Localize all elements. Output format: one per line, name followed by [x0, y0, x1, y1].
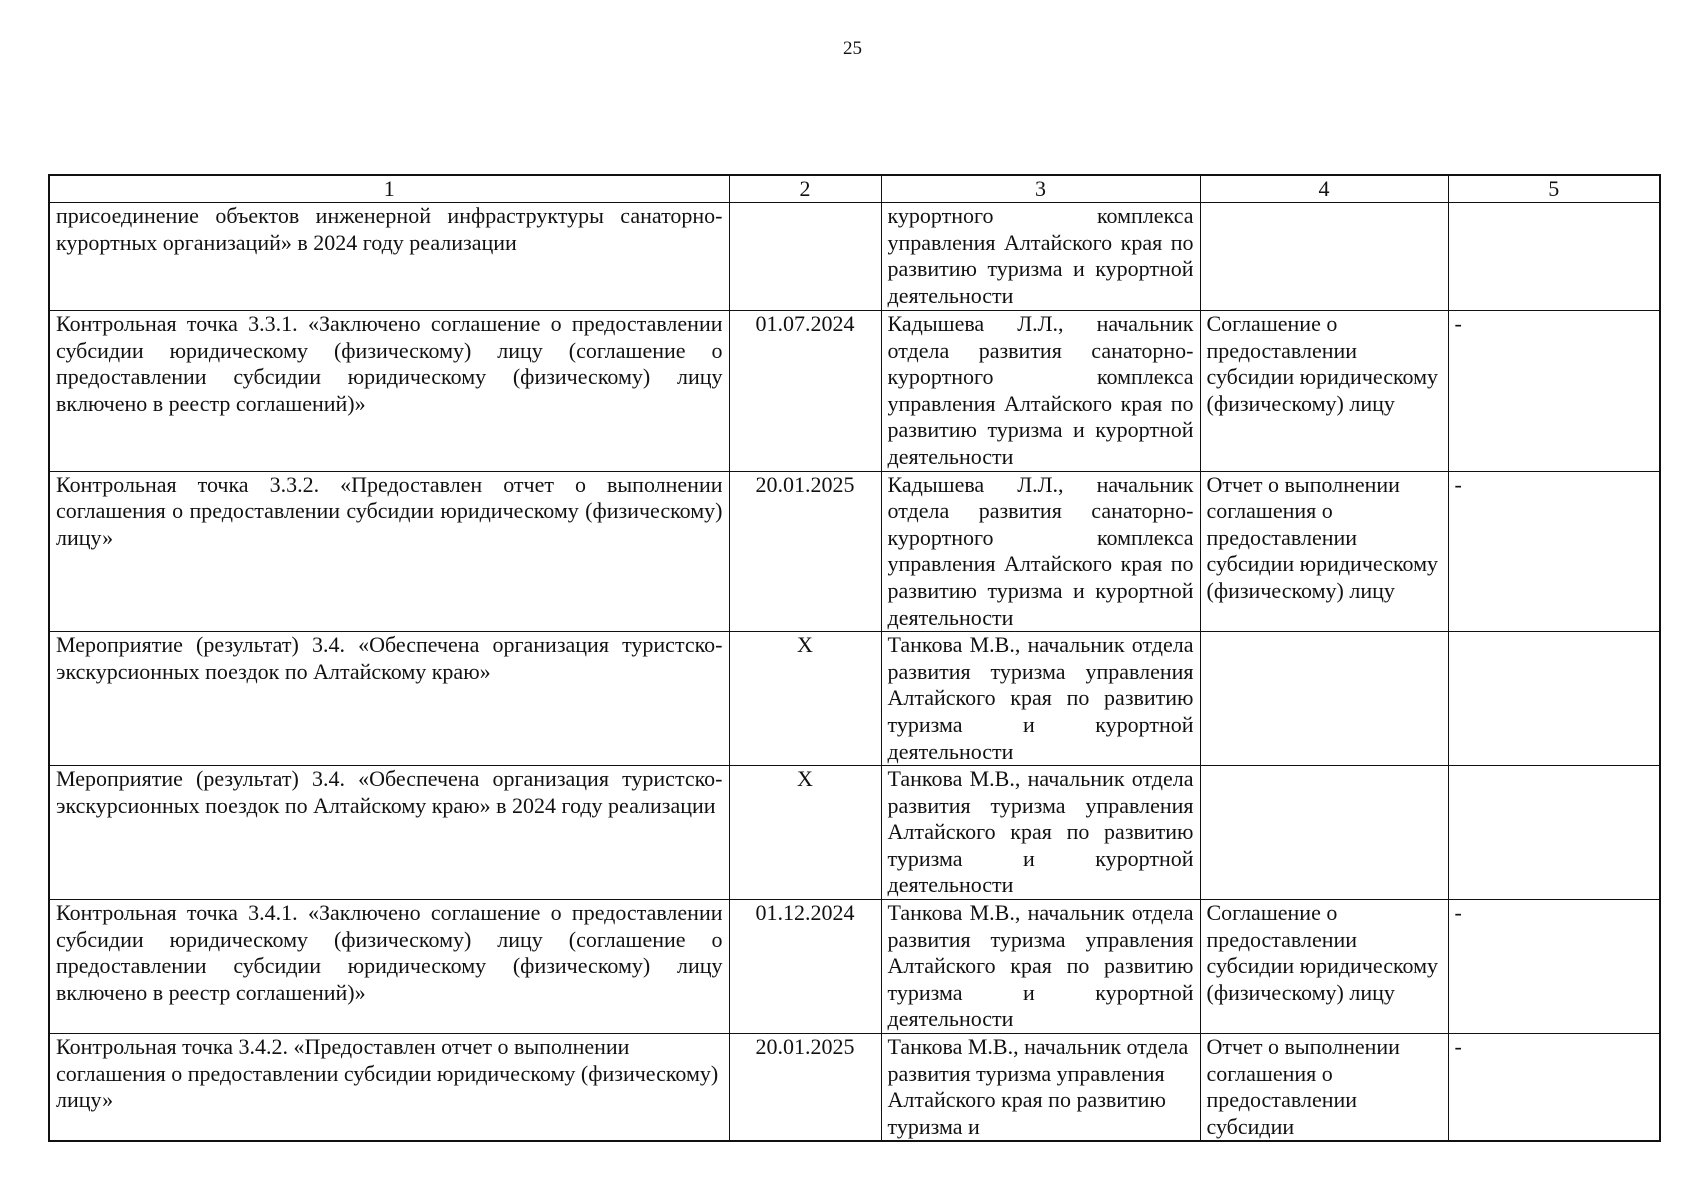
row-date-cell: 20.01.2025: [729, 471, 881, 632]
row-responsible-cell: курортного комплекса управления Алтайского края по развитию туризма и курортной деятельности: [881, 203, 1200, 311]
row-description-cell: Контрольная точка 3.3.2. «Предоставлен отчет о выполнении соглашения о предоставлении субсидии юридическому (физическому) лицу»: [49, 471, 729, 632]
row-responsible-cell: Танкова М.В., начальник отдела развития туризма управления Алтайского края по развитию туризма и: [881, 1034, 1200, 1142]
table-row: [49, 471, 1660, 632]
page-number: 25: [843, 38, 862, 59]
row-document-cell: Соглашение о предоставлении субсидии юридическому (физическому) лицу: [1200, 311, 1448, 472]
table-row: [49, 203, 1660, 311]
row-description-cell: Мероприятие (результат) 3.4. «Обеспечена организация туристско-экскурсионных поездок по Алтайскому краю»: [49, 632, 729, 766]
row-date-cell: 01.12.2024: [729, 900, 881, 1034]
column-number-4: 4: [1200, 175, 1448, 203]
row-description-cell: Контрольная точка 3.4.1. «Заключено соглашение о предоставлении субсидии юридическому (физическому) лицу (соглашение о предоставлении субсидии юридическому (физическому) лицу включено в реестр соглашений)»: [49, 900, 729, 1034]
row-responsible-cell: Танкова М.В., начальник отдела развития туризма управления Алтайского края по развитию туризма и курортной деятельности: [881, 900, 1200, 1034]
column-number-5: 5: [1448, 175, 1660, 203]
row-date-cell: [729, 203, 881, 311]
table-row: [49, 766, 1660, 900]
row-document-cell: Отчет о выполнении соглашения о предоставлении субсидии юридическому (физическому) лицу: [1200, 471, 1448, 632]
row-responsible-cell: Танкова М.В., начальник отдела развития туризма управления Алтайского края по развитию туризма и курортной деятельности: [881, 632, 1200, 766]
row-document-cell: Соглашение о предоставлении субсидии юридическому (физическому) лицу: [1200, 900, 1448, 1034]
row-responsible-cell: Кадышева Л.Л., начальник отдела развития санаторно-курортного комплекса управления Алтайского края по развитию туризма и курортной деятельности: [881, 471, 1200, 632]
document-table: [48, 174, 1661, 1142]
row-description-cell: присоединение объектов инженерной инфраструктуры санаторно-курортных организаций» в 2024 году реализации: [49, 203, 729, 311]
row-responsible-cell: Танкова М.В., начальник отдела развития туризма управления Алтайского края по развитию туризма и курортной деятельности: [881, 766, 1200, 900]
row-note-cell: -: [1448, 471, 1660, 632]
row-document-cell: [1200, 203, 1448, 311]
row-note-cell: -: [1448, 311, 1660, 472]
column-number-2: 2: [729, 175, 881, 203]
row-date-cell: 01.07.2024: [729, 311, 881, 472]
row-note-cell: [1448, 766, 1660, 900]
row-note-cell: [1448, 203, 1660, 311]
row-document-cell: Отчет о выполнении соглашения о предоставлении субсидии: [1200, 1034, 1448, 1142]
row-date-cell: Х: [729, 766, 881, 900]
row-document-cell: [1200, 632, 1448, 766]
table-header-row: [49, 175, 1660, 203]
row-note-cell: -: [1448, 900, 1660, 1034]
table-row: [49, 632, 1660, 766]
row-description-cell: Контрольная точка 3.4.2. «Предоставлен отчет о выполнении соглашения о предоставлении субсидии юридическому (физическому) лицу»: [49, 1034, 729, 1142]
row-description-cell: Мероприятие (результат) 3.4. «Обеспечена организация туристско-экскурсионных поездок по Алтайскому краю» в 2024 году реализации: [49, 766, 729, 900]
table-row: [49, 1034, 1660, 1142]
table-row: [49, 311, 1660, 472]
row-document-cell: [1200, 766, 1448, 900]
table-row: [49, 900, 1660, 1034]
column-number-1: 1: [49, 175, 729, 203]
row-date-cell: 20.01.2025: [729, 1034, 881, 1142]
row-note-cell: -: [1448, 1034, 1660, 1142]
column-number-3: 3: [881, 175, 1200, 203]
row-note-cell: [1448, 632, 1660, 766]
row-description-cell: Контрольная точка 3.3.1. «Заключено соглашение о предоставлении субсидии юридическому (физическому) лицу (соглашение о предоставлении субсидии юридическому (физическому) лицу включено в реестр соглашений)»: [49, 311, 729, 472]
row-responsible-cell: Кадышева Л.Л., начальник отдела развития санаторно-курортного комплекса управления Алтайского края по развитию туризма и курортной деятельности: [881, 311, 1200, 472]
row-date-cell: Х: [729, 632, 881, 766]
